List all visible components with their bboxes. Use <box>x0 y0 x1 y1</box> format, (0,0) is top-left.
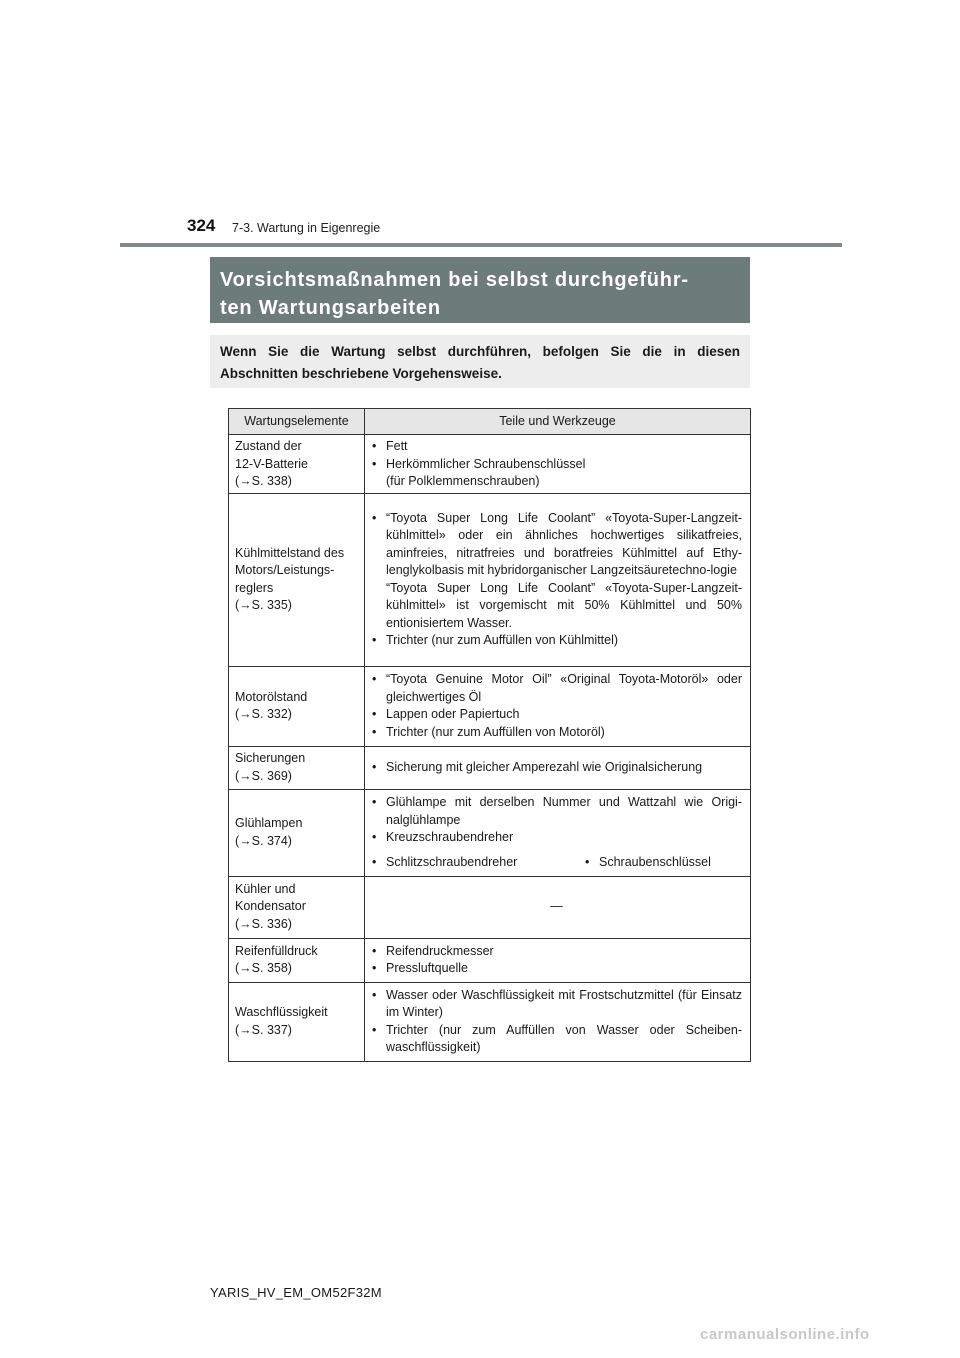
item-cell <box>229 666 365 746</box>
item-ref: (→S. 358) <box>235 961 292 975</box>
item-line: Motors/Leistungs- <box>235 563 335 577</box>
item-line: Sicherungen <box>235 751 306 765</box>
header-maintenance-items: Wartungselemente <box>229 409 365 435</box>
list-item: • Trichter (nur zum Auffüllen von Motoröl) <box>371 724 742 742</box>
item-line: Glühlampen <box>235 816 303 830</box>
table-row <box>229 435 751 494</box>
table-row <box>229 493 751 666</box>
list-item <box>371 456 742 491</box>
list-item: • Schlitzschraubendreher <box>371 854 584 872</box>
list-item-text: • Herkömmlicher Schraubenschlüssel <box>386 456 586 471</box>
list-item: • Reifendruckmesser <box>371 943 742 961</box>
list-item: • Trichter (nur zum Auffüllen von Wasser oder Scheiben-waschflüssigkeit) <box>371 1022 742 1057</box>
item-cell <box>229 746 365 789</box>
table-header-row <box>229 409 751 435</box>
tools-list <box>371 943 742 978</box>
title-box <box>210 257 750 323</box>
item-ref: (→S. 338) <box>235 474 292 488</box>
table-row <box>229 666 751 746</box>
tools-cell <box>365 493 751 666</box>
header-divider <box>120 243 842 247</box>
item-ref: (→S. 335) <box>235 598 292 612</box>
tools-cell <box>365 435 751 494</box>
item-ref: (→S. 369) <box>235 768 292 783</box>
item-line: Kühler und <box>235 881 296 896</box>
table-row <box>229 982 751 1061</box>
list-item: • Wasser oder Waschflüssigkeit mit Frostschutzmittel (für Einsatz im Winter) <box>371 987 742 1022</box>
item-line: Kühlmittelstand des <box>235 545 345 560</box>
tools-cell <box>365 876 751 938</box>
table-row <box>229 938 751 982</box>
item-line: Zustand der <box>235 439 302 453</box>
section-label: 7-3. Wartung in Eigenregie <box>232 221 381 235</box>
item-cell <box>229 876 365 938</box>
title-line-1: Vorsichtsmaßnahmen bei selbst durchgeführ- <box>220 269 689 291</box>
header-parts-tools: Teile und Werkzeuge <box>365 409 751 435</box>
item-line: Waschflüssigkeit <box>235 1005 328 1019</box>
item-line: Motorölstand <box>235 689 308 704</box>
page-number: 324 <box>187 216 216 235</box>
intro-text: Wenn Sie die Wartung selbst durchführen, befolgen Sie die in diesen Abschnitten beschriebene Vorgehensweise. <box>210 335 750 388</box>
tools-cell <box>365 746 751 789</box>
list-item: • Trichter (nur zum Auffüllen von Kühlmittel) <box>371 632 742 650</box>
list-item: • Glühlampe mit derselben Nummer und Wattzahl wie Origi-nalglühlampe <box>371 794 742 829</box>
tools-cell <box>365 666 751 746</box>
list-item <box>371 510 742 633</box>
list-item-text: • “Toyota Super Long Life Coolant” «Toyota-Super-Langzeit-kühlmittel» oder ein ähnliches hochwertiges silikatfreies, aminfreies, nitratfreies und boratfreies Kühlmittel auf Ethy-lenglykolbasis mit hybridorganischer Langzeitsäuretechno-logie <box>386 510 742 577</box>
tools-list <box>371 438 742 491</box>
tools-list <box>371 794 742 847</box>
list-item-text: “Toyota Super Long Life Coolant” «Toyota-Super-Langzeit-kühlmittel» ist vorgemischt mit 50% Kühlmittel und 50% entionisiertem Wasser. <box>386 580 742 630</box>
tools-list <box>371 759 742 777</box>
list-item: • Schraubenschlüssel <box>584 854 711 872</box>
document-code: YARIS_HV_EM_OM52F32M <box>210 1285 382 1300</box>
item-line: Kondensator <box>235 899 306 914</box>
item-ref: (→S. 336) <box>235 916 292 931</box>
tools-cell <box>365 938 751 982</box>
tools-list <box>371 671 742 741</box>
title-line-2: ten Wartungsarbeiten <box>220 297 441 319</box>
item-ref: (→S. 332) <box>235 707 292 721</box>
table-row <box>229 876 751 938</box>
item-line: 12-V-Batterie <box>235 456 308 471</box>
tools-cell <box>365 982 751 1061</box>
item-cell <box>229 493 365 666</box>
list-item: • “Toyota Genuine Motor Oil” «Original Toyota-Motoröl» oder gleichwertiges Öl <box>371 671 742 706</box>
item-cell <box>229 789 365 876</box>
list-item: • Kreuzschraubendreher <box>371 829 742 847</box>
tools-cell <box>365 789 751 876</box>
item-line: reglers <box>235 580 274 595</box>
item-cell <box>229 982 365 1061</box>
item-ref: (→S. 374) <box>235 833 292 848</box>
empty-dash: — <box>550 899 563 914</box>
watermark: carmanualsonline.info <box>700 1326 870 1343</box>
item-cell <box>229 938 365 982</box>
tools-list <box>371 987 742 1057</box>
page-title <box>220 266 740 322</box>
item-line: Reifenfülldruck <box>235 943 318 958</box>
list-item-note: (für Polklemmenschrauben) <box>386 474 540 488</box>
table-row <box>229 746 751 789</box>
table-row <box>229 789 751 876</box>
tools-list <box>371 510 742 650</box>
list-item: • Lappen oder Papiertuch <box>371 706 742 724</box>
list-item: • Fett <box>371 438 742 456</box>
item-ref: (→S. 337) <box>235 1022 292 1037</box>
maintenance-table <box>228 408 751 1062</box>
item-cell <box>229 435 365 494</box>
list-item: • Sicherung mit gleicher Amperezahl wie Originalsicherung <box>371 759 742 777</box>
list-item: • Pressluftquelle <box>371 960 742 978</box>
tools-inline-list <box>371 854 742 872</box>
